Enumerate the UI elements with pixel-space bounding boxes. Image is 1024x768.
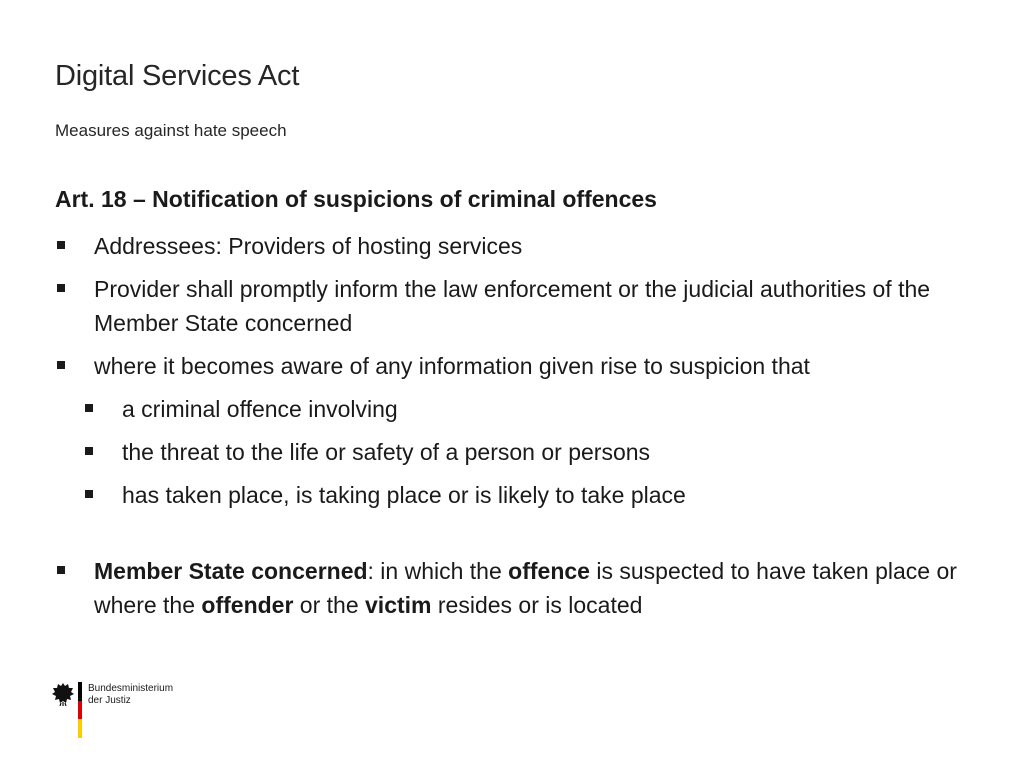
ministry-name-line1: Bundesministerium [88,683,174,694]
definition-bullet [55,554,985,622]
section-heading: Art. 18 – Notification of suspicions of criminal offences [55,186,657,212]
definition-fragment: or the [293,592,366,618]
sub-bullet-item [55,435,985,469]
term-offence: offence [508,558,590,584]
definition-text [94,558,957,618]
slide-subtitle: Measures against hate speech [55,121,287,140]
term-offender: offender [201,592,294,618]
term-victim: victim [365,592,432,618]
square-bullet-icon [85,404,93,412]
square-bullet-icon [85,490,93,498]
sub-bullet-item [55,478,985,512]
bullet-text: the threat to the life or safety of a person or persons [122,439,651,465]
ministry-name [88,683,173,707]
sub-bullet-item [55,392,985,426]
bullet-text: where it becomes aware of any information given rise to suspicion that [94,353,810,379]
flag-black [78,682,82,701]
ministry-name-line2: der Justiz [88,695,131,706]
slide-title: Digital Services Act [55,60,300,92]
bullet-list [55,229,985,631]
square-bullet-icon [57,284,65,292]
bullet-text: a criminal offence involving [122,396,398,422]
flag-red [78,701,82,720]
federal-eagle-icon [52,682,74,706]
square-bullet-icon [85,447,93,455]
bullet-text: has taken place, is taking place or is likely to take place [122,482,686,508]
square-bullet-icon [57,241,65,249]
definition-fragment: is suspected to have taken place or where the [94,558,957,618]
square-bullet-icon [57,361,65,369]
bullet-item [55,272,985,340]
term-member-state: Member State concerned [94,558,368,584]
german-flag-stripe [78,682,82,738]
bullet-item [55,349,985,383]
definition-fragment: : in which the [367,558,509,584]
definition-fragment: resides or is located [431,592,643,618]
square-bullet-icon [57,566,65,574]
bullet-text: Provider shall promptly inform the law enforcement or the judicial authorities of the Member State concerned [94,276,931,336]
bullet-text: Addressees: Providers of hosting services [94,233,523,259]
bullet-item [55,229,985,263]
flag-gold [78,719,82,738]
